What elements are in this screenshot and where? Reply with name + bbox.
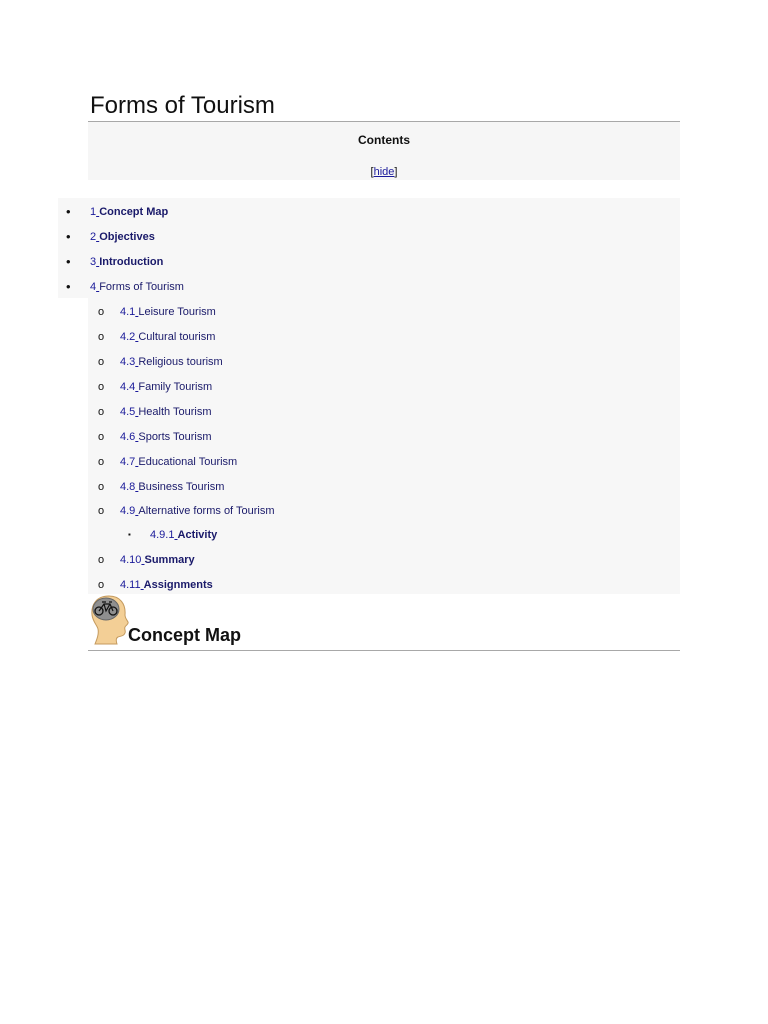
toc-item-2[interactable] [90, 227, 155, 247]
toc-marker: • [66, 254, 71, 269]
toc-item-label: Alternative forms of Tourism [138, 505, 275, 517]
toc-item-number: 4.10 [120, 554, 142, 566]
toc-item-4-7[interactable] [120, 452, 237, 472]
toc-item-number: 2 [90, 231, 97, 243]
toc-item-number: 4.8 [120, 481, 136, 493]
section-divider [88, 650, 680, 651]
page-title: Forms of Tourism [90, 92, 275, 119]
toc-marker: o [98, 431, 105, 443]
toc-item-4-9[interactable] [120, 501, 274, 521]
toc-item-number: 4.5 [120, 406, 136, 418]
toc-item-4-5[interactable] [120, 402, 212, 422]
toc-item-label: Sports Tourism [138, 431, 212, 443]
toc-item-4-4[interactable] [120, 377, 212, 397]
toc-item-label: Family Tourism [138, 381, 213, 393]
toc-item-4[interactable] [90, 277, 184, 297]
toc-marker: o [98, 406, 105, 418]
head-with-bicycle-icon [88, 594, 130, 646]
toc-item-number: 4.9 [120, 505, 136, 517]
toc-item-1[interactable] [90, 202, 168, 222]
toc-item-label: Concept Map [99, 206, 169, 218]
toc-item-number: 4.3 [120, 356, 136, 368]
toc-marker: o [98, 456, 105, 468]
toc-item-label: Leisure Tourism [138, 306, 216, 318]
toc-item-label: Summary [144, 554, 195, 566]
toc-item-label: Forms of Tourism [99, 281, 184, 293]
toc-toggle-close: ] [394, 166, 398, 178]
toc-marker: o [98, 381, 105, 393]
toc-toggle [88, 166, 680, 178]
toc-marker: • [66, 229, 71, 244]
toc-item-number: 4.2 [120, 331, 136, 343]
toc-item-4-1[interactable] [120, 302, 216, 322]
toc-item-4-10[interactable] [120, 550, 195, 570]
toc-header [88, 122, 680, 180]
toc-item-number: 4 [90, 281, 97, 293]
toc-item-label: Health Tourism [138, 406, 212, 418]
toc-marker: • [66, 204, 71, 219]
toc-item-4-3[interactable] [120, 352, 223, 372]
toc-title: Contents [358, 133, 410, 147]
toc-item-label: Introduction [99, 256, 164, 268]
section-heading-concept-map: Concept Map [128, 625, 242, 645]
toc-item-label: Assignments [143, 579, 213, 591]
toc-toggle-open: [ [370, 166, 374, 178]
toc-item-number: 4.1 [120, 306, 136, 318]
toc-item-label: Objectives [99, 231, 155, 243]
toc-marker: ▪ [128, 530, 131, 539]
toc-item-label: Business Tourism [138, 481, 225, 493]
toc-marker: o [98, 579, 105, 591]
toc-marker: o [98, 356, 105, 368]
toc-item-number: 4.6 [120, 431, 136, 443]
toc-item-3[interactable] [90, 252, 163, 272]
toc-hide-link[interactable]: hide [373, 166, 395, 178]
toc-marker: o [98, 554, 105, 566]
toc-item-number: 4.4 [120, 381, 136, 393]
toc-item-number: 3 [90, 256, 97, 268]
toc-item-number: 4.7 [120, 456, 136, 468]
toc-marker: • [66, 279, 71, 294]
toc-marker: o [98, 306, 105, 318]
toc-item-label: Religious tourism [138, 356, 223, 368]
toc-item-4-11[interactable] [120, 575, 213, 595]
toc-item-4-9-1[interactable] [150, 525, 217, 545]
toc-item-label: Educational Tourism [138, 456, 238, 468]
toc-item-number: 1 [90, 206, 97, 218]
toc-item-4-2[interactable] [120, 327, 215, 347]
toc-marker: o [98, 331, 105, 343]
toc-item-label: Activity [177, 529, 218, 541]
toc-marker: o [98, 481, 105, 493]
toc-item-number: 4.9.1 [150, 529, 175, 541]
toc-item-number: 4.11 [120, 579, 141, 591]
toc-item-4-8[interactable] [120, 477, 224, 497]
toc-item-4-6[interactable] [120, 427, 212, 447]
toc-marker: o [98, 505, 105, 517]
toc-item-label: Cultural tourism [138, 331, 216, 343]
